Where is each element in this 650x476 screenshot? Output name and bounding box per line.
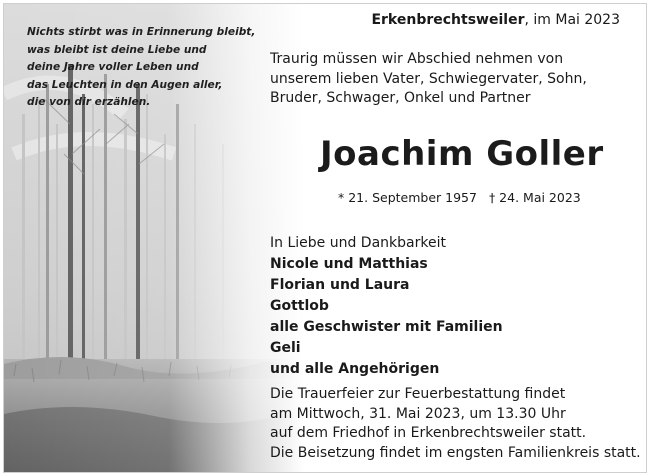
place-date [371, 12, 620, 28]
quote-line: deine Jahre voller Leben und [27, 61, 199, 73]
funeral-details [270, 385, 641, 463]
quote-line: was bleibt ist deine Liebe und [27, 43, 207, 56]
mourner-name: und alle Angehörigen [270, 361, 440, 377]
notice-date: , im Mai 2023 [524, 12, 620, 28]
place-name: Erkenbrechtsweiler [371, 12, 525, 28]
mourner-name: Florian und Laura [270, 277, 410, 293]
funeral-line: Die Beisetzung findet im engsten Familienkreis statt. [270, 444, 641, 461]
announcement-text [270, 50, 587, 109]
mourner-name: Gottlob [270, 298, 329, 314]
funeral-line: am Mittwoch, 31. Mai 2023, um 13.30 Uhr [270, 405, 566, 422]
death-date: † 24. Mai 2023 [488, 190, 581, 205]
mourner-name: alle Geschwister mit Familien [270, 319, 503, 335]
quote-line: die von dir erzählen. [27, 96, 151, 108]
mourner-name: Geli [270, 340, 301, 356]
funeral-line: auf dem Friedhof in Erkenbrechtsweiler statt. [270, 425, 587, 441]
deceased-name: Joachim Goller [320, 134, 604, 174]
memorial-quote [27, 24, 267, 112]
mourners-list [270, 233, 503, 380]
funeral-line: Die Trauerfeier zur Feuerbestattung findet [270, 386, 566, 402]
announcement-line: Bruder, Schwager, Onkel und Partner [270, 90, 531, 106]
mourners-intro: In Liebe und Dankbarkeit [270, 235, 446, 251]
life-dates [338, 190, 581, 205]
birth-date: * 21. September 1957 [338, 190, 477, 205]
announcement-line: Traurig müssen wir Abschied nehmen von [270, 51, 564, 67]
quote-line: das Leuchten in den Augen aller, [27, 78, 223, 91]
announcement-line: unserem lieben Vater, Schwiegervater, Sohn, [270, 70, 587, 87]
quote-line: Nichts stirbt was in Erinnerung bleibt, [27, 26, 256, 38]
mourner-name: Nicole und Matthias [270, 256, 428, 272]
